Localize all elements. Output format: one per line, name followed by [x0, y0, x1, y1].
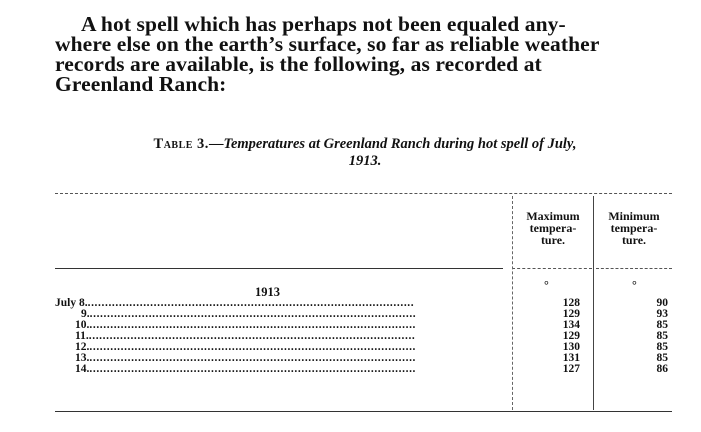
- row-max-value: 127: [562, 363, 580, 375]
- header-min-line: ture.: [621, 233, 647, 247]
- leader-dots: ..............................................................................................: [89, 364, 417, 375]
- column-divider-right: [593, 196, 594, 410]
- row-max-value: 131: [562, 352, 580, 364]
- table-title: Temperatures at Greenland Ranch during hot spell of July,: [223, 136, 577, 152]
- row-max-value: 128: [562, 297, 580, 309]
- row-min-value: 85: [656, 341, 668, 353]
- max-unit-symbol: °: [544, 278, 549, 292]
- column-divider-left: [512, 196, 513, 410]
- paragraph-line: Greenland Ranch:: [55, 72, 227, 96]
- table-title-year: 1913.: [348, 153, 382, 169]
- row-max-value: 130: [562, 341, 580, 353]
- row-label: July 8.: [55, 298, 88, 309]
- header-min-line: Minimum: [608, 209, 660, 223]
- paragraph-line: records are available, is the following, as recorded at: [55, 52, 542, 76]
- row-min-value: 93: [656, 308, 668, 320]
- paragraph-line: where else on the earth’s surface, so far as reliable weather: [55, 32, 600, 56]
- year-label: 1913: [255, 285, 280, 299]
- row-min-value: 90: [656, 297, 668, 309]
- leader-dots: ..............................................................................................: [89, 342, 417, 353]
- row-max-value: 129: [562, 308, 580, 320]
- max-header-rule: [512, 268, 592, 269]
- intro-paragraph: [55, 14, 675, 94]
- table-top-rule: [55, 193, 672, 194]
- row-label: 13.: [75, 353, 90, 364]
- header-min-temperature: [596, 210, 672, 246]
- leader-dots: ..............................................................................................: [89, 309, 417, 320]
- leader-dots: ..............................................................................................: [89, 353, 417, 364]
- row-label: 10.: [75, 320, 90, 331]
- table-caption: [55, 136, 675, 170]
- header-min-line: tempera-: [610, 221, 658, 235]
- row-min-value: 85: [656, 352, 668, 364]
- caption-dash: —: [208, 136, 224, 152]
- header-max-line: Maximum: [526, 209, 580, 223]
- min-header-rule: [596, 268, 672, 269]
- row-label: 11.: [75, 331, 89, 342]
- row-label: 12.: [75, 342, 90, 353]
- row-label: 9.: [81, 309, 90, 320]
- leader-dots: ..............................................................................................: [88, 331, 416, 342]
- leader-dots: ..............................................................................................: [87, 298, 415, 309]
- stub-header-rule: [55, 268, 503, 269]
- header-max-temperature: [514, 210, 592, 246]
- row-min-value: 85: [656, 319, 668, 331]
- header-max-line: tempera-: [529, 221, 577, 235]
- row-min-value: 85: [656, 330, 668, 342]
- min-unit-symbol: °: [632, 278, 637, 292]
- table-label: Table 3.: [153, 136, 209, 152]
- paragraph-line: A hot spell which has perhaps not been equaled any-: [81, 12, 566, 36]
- row-label: 14.: [75, 364, 90, 375]
- row-min-value: 86: [656, 363, 668, 375]
- table-bottom-rule: [55, 411, 672, 412]
- row-max-value: 134: [562, 319, 580, 331]
- header-max-line: ture.: [540, 233, 566, 247]
- row-max-value: 129: [562, 330, 580, 342]
- leader-dots: ..............................................................................................: [89, 320, 417, 331]
